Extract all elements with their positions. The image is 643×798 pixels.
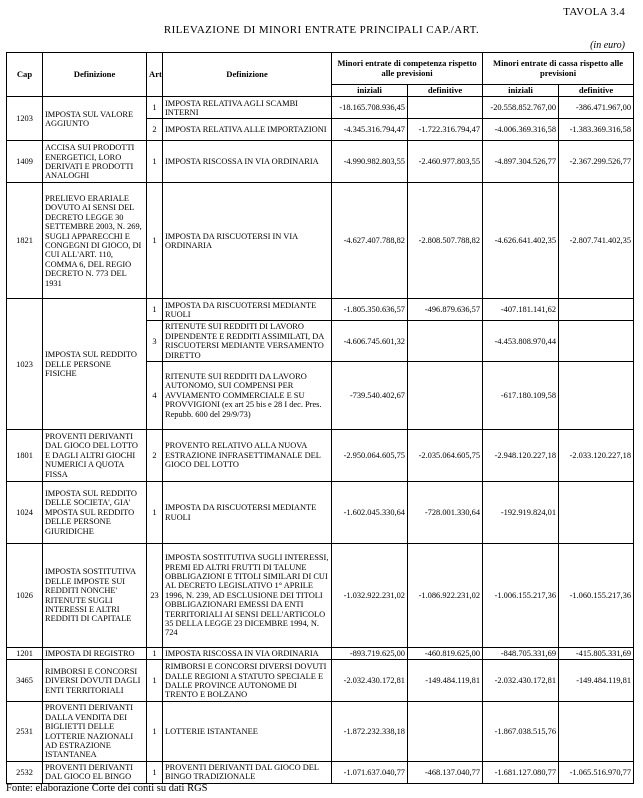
art-definition: IMPOSTA RISCOSSA IN VIA ORDINARIA [163, 648, 332, 660]
header-competenza: Minori entrate di competenza rispetto alle previsioni [332, 53, 483, 85]
cassa-definitive: -1.060.155.217,36 [559, 544, 634, 648]
cassa-iniziali: -1.681.127.080,77 [483, 761, 559, 783]
cap-cell: 1201 [7, 648, 43, 660]
cap-definition: PRELIEVO ERARIALE DOVUTO AI SENSI DEL DECRETO LEGGE 30 SETTEMBRE 2003, N. 269, SUGLI APPARECCHI E CONGEGNI DI GIOCO, DI CUI ALL'ART. 110, COMMA 6, DEL REGIO DECRETO N. 773 DEL 1931 [43, 183, 147, 299]
art-definition: IMPOSTA RELATIVA AGLI SCAMBI INTERNI [163, 97, 332, 119]
unit-note: (in euro) [590, 40, 625, 51]
art-definition: IMPOSTA DA RISCUOTERSI IN VIA ORDINARIA [163, 183, 332, 299]
art-cell: 4 [147, 362, 163, 430]
cassa-definitive: -1.065.516.970,77 [559, 761, 634, 783]
art-definition: IMPOSTA SOSTITUTIVA SUGLI INTERESSI, PREMI ED ALTRI FRUTTI DI TALUNE OBBLIGAZIONI E TITOLI SIMILARI DI CUI AL DECRETO LEGISLATIVO 1° APRILE 1996, N. 239, AD ESCLUSIONE DEI TITOLI OBBLIGAZIONARI EMESSI DA ENTI TERRITORIALI AI SENSI DELL'ARTICOLO 35 DELLA LEGGE 23 DICEMBRE 1994, N. 724 [163, 544, 332, 648]
comp-definitive: -2.035.064.605,75 [408, 430, 483, 482]
comp-iniziali: -4.345.316.794,47 [332, 119, 408, 141]
cassa-definitive [559, 362, 634, 430]
art-definition: LOTTERIE ISTANTANEE [163, 702, 332, 761]
cassa-iniziali: -4.453.808.970,44 [483, 321, 559, 362]
art-cell: 2 [147, 430, 163, 482]
art-definition: RITENUTE SUI REDDITI DA LAVORO AUTONOMO, SUI COMPENSI PER AVVIAMENTO COMMERCIALE E SU PROVVIGIONI (ex art 25 bis e 28 I dec. Pres. Repubb. 600 del 29/9/73) [163, 362, 332, 430]
table-title: RILEVAZIONE DI MINORI ENTRATE PRINCIPALI CAP./ART. [163, 24, 480, 36]
art-definition: RIMBORSI E CONCORSI DIVERSI DOVUTI DALLE REGIONI A STATUTO SPECIALE E DALLE PROVINCE AUTONOME DI TRENTO E BOLZANO [163, 660, 332, 702]
cap-cell: 1024 [7, 482, 43, 544]
art-definition: IMPOSTA RISCOSSA IN VIA ORDINARIA [163, 141, 332, 183]
art-cell: 1 [147, 482, 163, 544]
cap-cell: 1801 [7, 430, 43, 482]
header-art: Art [147, 53, 163, 97]
cassa-definitive [559, 702, 634, 761]
comp-definitive: -1.086.922.231,02 [408, 544, 483, 648]
cassa-iniziali: -2.948.120.227,18 [483, 430, 559, 482]
comp-definitive [408, 702, 483, 761]
cassa-definitive: -386.471.967,00 [559, 97, 634, 119]
cap-definition: IMPOSTA SUL VALORE AGGIUNTO [43, 97, 147, 141]
comp-iniziali: -18.165.708.936,45 [332, 97, 408, 119]
header-cap: Cap [7, 53, 43, 97]
cap-definition: IMPOSTA SUL REDDITO DELLE SOCIETA', GIA' MPOSTA SUL REDDITO DELLE PERSONE GIURIDICHE [43, 482, 147, 544]
cassa-iniziali: -20.558.852.767,00 [483, 97, 559, 119]
comp-definitive: -496.879.636,57 [408, 299, 483, 321]
cap-definition: RIMBORSI E CONCORSI DIVERSI DOVUTI DAGLI ENTI TERRITORIALI [43, 660, 147, 702]
art-cell: 2 [147, 119, 163, 141]
art-cell: 1 [147, 97, 163, 119]
art-definition: PROVENTI DERIVANTI DAL GIOCO DEL BINGO TRADIZIONALE [163, 761, 332, 783]
table-row [7, 299, 634, 321]
cap-definition: IMPOSTA SOSTITUTIVA DELLE IMPOSTE SUI REDDITI NONCHE' RITENUTE SUGLI INTERESSI E ALTRI REDDITI DI CAPITALE [43, 544, 147, 648]
comp-iniziali: -1.602.045.330,64 [332, 482, 408, 544]
cap-cell: 2531 [7, 702, 43, 761]
comp-iniziali: -1.805.350.636,57 [332, 299, 408, 321]
cap-cell: 2532 [7, 761, 43, 783]
art-definition: PROVENTO RELATIVO ALLA NUOVA ESTRAZIONE INFRASETTIMANALE DEL GIOCO DEL LOTTO [163, 430, 332, 482]
table-row [7, 702, 634, 761]
comp-iniziali: -1.872.232.338,18 [332, 702, 408, 761]
cassa-iniziali: -407.181.141,62 [483, 299, 559, 321]
art-cell: 1 [147, 660, 163, 702]
art-definition: RITENUTE SUI REDDITI DI LAVORO DIPENDENTE E REDDITI ASSIMILATI, DA RISCUOTERSI MEDIANTE VERSAMENTO DIRETTO [163, 321, 332, 362]
art-definition: IMPOSTA DA RISCUOTERSI MEDIANTE RUOLI [163, 482, 332, 544]
cap-cell: 3465 [7, 660, 43, 702]
cap-cell: 1821 [7, 183, 43, 299]
source-note: Fonte: elaborazione Corte dei conti su dati RGS [6, 783, 208, 794]
comp-definitive: -1.722.316.794,47 [408, 119, 483, 141]
table-row [7, 648, 634, 660]
cassa-iniziali: -1.867.038.515,76 [483, 702, 559, 761]
art-cell: 1 [147, 761, 163, 783]
cap-definition: PROVENTI DERIVANTI DAL GIOCO EL BINGO [43, 761, 147, 783]
cassa-definitive [559, 482, 634, 544]
cap-cell: 1409 [7, 141, 43, 183]
cassa-definitive: -415.805.331,69 [559, 648, 634, 660]
table-row [7, 183, 634, 299]
header-definizione-cap: Definizione [43, 53, 147, 97]
comp-definitive [408, 321, 483, 362]
cap-definition: IMPOSTA DI REGISTRO [43, 648, 147, 660]
comp-definitive: -2.808.507.788,82 [408, 183, 483, 299]
art-cell: 3 [147, 321, 163, 362]
comp-definitive: -149.484.119,81 [408, 660, 483, 702]
cassa-definitive: -2.367.299.526,77 [559, 141, 634, 183]
comp-definitive: -468.137.040,77 [408, 761, 483, 783]
cassa-definitive [559, 321, 634, 362]
cassa-iniziali: -1.006.155.217,36 [483, 544, 559, 648]
header-comp-definitive: definitive [408, 85, 483, 97]
header-cassa-iniziali: iniziali [483, 85, 559, 97]
cap-definition: PROVENTI DERIVANTI DALLA VENDITA DEI BIGLIETTI DELLE LOTTERIE NAZIONALI AD ESTRAZIONE ISTANTANEA [43, 702, 147, 761]
comp-iniziali: -4.606.745.601,32 [332, 321, 408, 362]
cassa-definitive: -1.383.369.316,58 [559, 119, 634, 141]
cap-cell: 1026 [7, 544, 43, 648]
cassa-definitive: -149.484.119,81 [559, 660, 634, 702]
cassa-iniziali: -192.919.824,01 [483, 482, 559, 544]
table-number: TAVOLA 3.4 [563, 6, 625, 18]
header-comp-iniziali: iniziali [332, 85, 408, 97]
cassa-iniziali: -4.897.304.526,77 [483, 141, 559, 183]
comp-definitive: -460.819.625,00 [408, 648, 483, 660]
comp-definitive: -728.001.330,64 [408, 482, 483, 544]
cap-definition: ACCISA SUI PRODOTTI ENERGETICI, LORO DERIVATI E PRODOTTI ANALOGHI [43, 141, 147, 183]
cap-definition: IMPOSTA SUL REDDITO DELLE PERSONE FISICHE [43, 299, 147, 430]
comp-iniziali: -4.627.407.788,82 [332, 183, 408, 299]
cassa-iniziali: -4.006.369.316,58 [483, 119, 559, 141]
comp-iniziali: -2.950.064.605,75 [332, 430, 408, 482]
comp-iniziali: -1.032.922.231,02 [332, 544, 408, 648]
header-definizione-art: Definizione [163, 53, 332, 97]
comp-iniziali: -1.071.637.040,77 [332, 761, 408, 783]
cassa-iniziali: -848.705.331,69 [483, 648, 559, 660]
art-cell: 23 [147, 544, 163, 648]
cap-cell: 1203 [7, 97, 43, 141]
table-row [7, 141, 634, 183]
art-cell: 1 [147, 299, 163, 321]
cap-definition: PROVENTI DERIVANTI DAL GIOCO DEL LOTTO E DAGLI ALTRI GIOCHI NUMERICI A QUOTA FISSA [43, 430, 147, 482]
data-table [6, 52, 634, 784]
cassa-iniziali: -2.032.430.172,81 [483, 660, 559, 702]
comp-iniziali: -2.032.430.172,81 [332, 660, 408, 702]
table-row [7, 430, 634, 482]
table-row [7, 97, 634, 119]
table-row [7, 544, 634, 648]
comp-definitive: -2.460.977.803,55 [408, 141, 483, 183]
header-cassa: Minori entrate di cassa rispetto alle previsioni [483, 53, 634, 85]
comp-iniziali: -739.540.402,67 [332, 362, 408, 430]
cap-cell: 1023 [7, 299, 43, 430]
art-cell: 1 [147, 702, 163, 761]
comp-iniziali: -893.719.625,00 [332, 648, 408, 660]
art-cell: 1 [147, 183, 163, 299]
cassa-definitive [559, 299, 634, 321]
cassa-iniziali: -4.626.641.402,35 [483, 183, 559, 299]
art-cell: 1 [147, 141, 163, 183]
header-cassa-definitive: definitive [559, 85, 634, 97]
table-row [7, 482, 634, 544]
cassa-definitive: -2.033.120.227,18 [559, 430, 634, 482]
cassa-iniziali: -617.180.109,58 [483, 362, 559, 430]
comp-definitive [408, 97, 483, 119]
table-row [7, 660, 634, 702]
table-row [7, 761, 634, 783]
comp-definitive [408, 362, 483, 430]
art-cell: 1 [147, 648, 163, 660]
art-definition: IMPOSTA DA RISCUOTERSI MEDIANTE RUOLI [163, 299, 332, 321]
cassa-definitive: -2.807.741.402,35 [559, 183, 634, 299]
comp-iniziali: -4.990.982.803,55 [332, 141, 408, 183]
art-definition: IMPOSTA RELATIVA ALLE IMPORTAZIONI [163, 119, 332, 141]
